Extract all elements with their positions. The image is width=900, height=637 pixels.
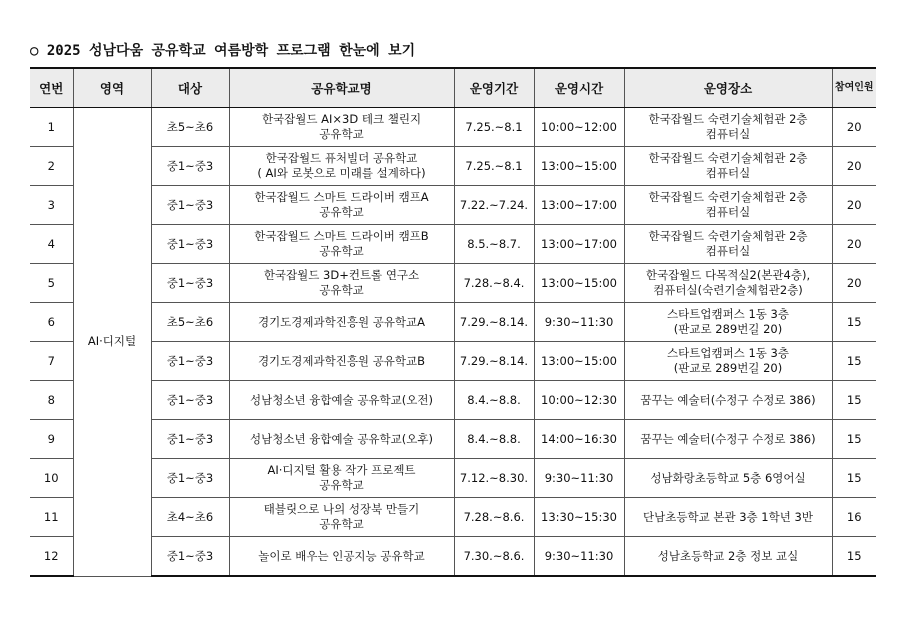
table-row bbox=[30, 264, 876, 303]
table-row bbox=[30, 108, 876, 147]
cell-period: 7.12.~8.30. bbox=[454, 459, 534, 498]
place-line: 컴퓨터실 bbox=[705, 244, 751, 258]
cell-no: 2 bbox=[30, 147, 73, 186]
cell-name bbox=[229, 186, 454, 225]
cell-time: 10:00~12:00 bbox=[534, 108, 624, 147]
cell-participants: 20 bbox=[832, 225, 876, 264]
cell-participants: 20 bbox=[832, 186, 876, 225]
cell-target: 중1~중3 bbox=[151, 225, 229, 264]
cell-place bbox=[624, 225, 832, 264]
place-line: 한국잡월드 숙련기술체험관 2층 bbox=[648, 112, 808, 126]
cell-place bbox=[624, 186, 832, 225]
cell-name bbox=[229, 108, 454, 147]
place-line: 컴퓨터실(숙련기술체험관2층) bbox=[653, 283, 803, 297]
place-line: 스타트업캠퍼스 1동 3층 bbox=[667, 307, 789, 321]
place-line: 꿈꾸는 예술터(수정구 수정로 386) bbox=[640, 431, 816, 446]
program-table bbox=[30, 67, 876, 577]
cell-name bbox=[229, 225, 454, 264]
cell-place bbox=[624, 459, 832, 498]
header-no: 연번 bbox=[30, 68, 73, 108]
place-line: 컴퓨터실 bbox=[705, 205, 751, 219]
place-line: 한국잡월드 숙련기술체험관 2층 bbox=[648, 190, 808, 204]
program-name-line: 공유학교 bbox=[319, 205, 364, 219]
program-name-line: 한국잡월드 퓨처빌더 공유학교 bbox=[265, 151, 418, 165]
program-name-line: 한국잡월드 3D+컨트롤 연구소 bbox=[263, 268, 420, 282]
cell-period: 8.4.~8.8. bbox=[454, 420, 534, 459]
program-name-line: 경기도경제과학진흥원 공유학교A bbox=[257, 314, 426, 329]
header-period: 운영기간 bbox=[454, 68, 534, 108]
cell-no: 1 bbox=[30, 108, 73, 147]
cell-period: 7.29.~8.14. bbox=[454, 303, 534, 342]
cell-participants: 15 bbox=[832, 420, 876, 459]
cell-place bbox=[624, 381, 832, 420]
program-name-line: 공유학교 bbox=[319, 244, 364, 258]
program-name-line: 공유학교 bbox=[319, 283, 364, 297]
program-name-line: 성남청소년 융합예술 공유학교(오전) bbox=[250, 392, 433, 407]
header-participants: 참여인원 bbox=[832, 68, 876, 108]
cell-target: 중1~중3 bbox=[151, 186, 229, 225]
table-row bbox=[30, 420, 876, 459]
place-line: 한국잡월드 숙련기술체험관 2층 bbox=[648, 229, 808, 243]
header-target: 대상 bbox=[151, 68, 229, 108]
table-row bbox=[30, 498, 876, 537]
cell-place bbox=[624, 303, 832, 342]
cell-period: 7.28.~8.6. bbox=[454, 498, 534, 537]
cell-time: 13:00~17:00 bbox=[534, 186, 624, 225]
cell-place bbox=[624, 498, 832, 537]
cell-name bbox=[229, 498, 454, 537]
cell-place bbox=[624, 264, 832, 303]
cell-time: 10:00~12:30 bbox=[534, 381, 624, 420]
cell-participants: 20 bbox=[832, 264, 876, 303]
cell-participants: 15 bbox=[832, 459, 876, 498]
cell-time: 13:00~15:00 bbox=[534, 147, 624, 186]
cell-time: 9:30~11:30 bbox=[534, 537, 624, 577]
table-row bbox=[30, 459, 876, 498]
cell-place bbox=[624, 147, 832, 186]
cell-time: 9:30~11:30 bbox=[534, 303, 624, 342]
cell-no: 10 bbox=[30, 459, 73, 498]
cell-participants: 15 bbox=[832, 381, 876, 420]
cell-no: 4 bbox=[30, 225, 73, 264]
cell-place bbox=[624, 108, 832, 147]
table-row bbox=[30, 303, 876, 342]
place-line: (판교로 289번길 20) bbox=[673, 361, 783, 375]
header-area: 영역 bbox=[73, 68, 151, 108]
cell-time: 13:00~15:00 bbox=[534, 264, 624, 303]
table-row bbox=[30, 186, 876, 225]
cell-time: 14:00~16:30 bbox=[534, 420, 624, 459]
cell-name bbox=[229, 147, 454, 186]
header-time: 운영시간 bbox=[534, 68, 624, 108]
cell-period: 7.28.~8.4. bbox=[454, 264, 534, 303]
table-row bbox=[30, 381, 876, 420]
cell-period: 7.30.~8.6. bbox=[454, 537, 534, 577]
place-line: 컴퓨터실 bbox=[705, 166, 751, 180]
place-line: 성남초등학교 2층 정보 교실 bbox=[657, 548, 799, 563]
cell-place bbox=[624, 342, 832, 381]
cell-no: 8 bbox=[30, 381, 73, 420]
page-title: ○ 2025 성남다움 공유학교 여름방학 프로그램 한눈에 보기 bbox=[30, 43, 416, 59]
cell-target: 중1~중3 bbox=[151, 147, 229, 186]
place-line: 스타트업캠퍼스 1동 3층 bbox=[667, 346, 789, 360]
place-line: (판교로 289번길 20) bbox=[673, 322, 783, 336]
program-name-line: ( AI와 로봇으로 미래를 설계하다) bbox=[257, 166, 426, 180]
cell-target: 초5~초6 bbox=[151, 108, 229, 147]
program-name-line: 성남청소년 융합예술 공유학교(오후) bbox=[250, 431, 433, 446]
cell-target: 초5~초6 bbox=[151, 303, 229, 342]
cell-no: 3 bbox=[30, 186, 73, 225]
cell-participants: 15 bbox=[832, 537, 876, 577]
cell-name bbox=[229, 381, 454, 420]
program-name-line: 태블릿으로 나의 성장북 만들기 bbox=[263, 502, 420, 516]
cell-period: 8.5.~8.7. bbox=[454, 225, 534, 264]
cell-name bbox=[229, 537, 454, 577]
cell-no: 7 bbox=[30, 342, 73, 381]
program-name-line: 공유학교 bbox=[319, 478, 364, 492]
cell-time: 9:30~11:30 bbox=[534, 459, 624, 498]
table-row bbox=[30, 342, 876, 381]
cell-no: 11 bbox=[30, 498, 73, 537]
cell-name bbox=[229, 420, 454, 459]
cell-time: 13:00~15:00 bbox=[534, 342, 624, 381]
program-name-line: 한국잡월드 스마트 드라이버 캠프A bbox=[254, 190, 429, 204]
cell-name bbox=[229, 264, 454, 303]
cell-participants: 15 bbox=[832, 342, 876, 381]
cell-target: 중1~중3 bbox=[151, 342, 229, 381]
cell-no: 5 bbox=[30, 264, 73, 303]
table-row bbox=[30, 537, 876, 577]
cell-target: 중1~중3 bbox=[151, 459, 229, 498]
cell-target: 중1~중3 bbox=[151, 381, 229, 420]
place-line: 성남화랑초등학교 5층 6영어실 bbox=[650, 470, 806, 485]
header-name: 공유학교명 bbox=[229, 68, 454, 108]
cell-area: AI·디지털 bbox=[73, 108, 151, 577]
cell-time: 13:30~15:30 bbox=[534, 498, 624, 537]
table-row bbox=[30, 225, 876, 264]
cell-name bbox=[229, 342, 454, 381]
place-line: 단남초등학교 본관 3층 1학년 3반 bbox=[643, 509, 813, 524]
cell-target: 중1~중3 bbox=[151, 264, 229, 303]
cell-no: 6 bbox=[30, 303, 73, 342]
cell-period: 7.22.~7.24. bbox=[454, 186, 534, 225]
cell-place bbox=[624, 537, 832, 577]
cell-no: 12 bbox=[30, 537, 73, 577]
cell-name bbox=[229, 303, 454, 342]
program-name-line: 한국잡월드 AI×3D 테크 챌린지 bbox=[261, 112, 422, 126]
table-header-row bbox=[30, 68, 876, 108]
cell-period: 7.25.~8.1 bbox=[454, 108, 534, 147]
program-name-line: AI·디지털 활용 작가 프로젝트 bbox=[267, 463, 416, 477]
cell-target: 초4~초6 bbox=[151, 498, 229, 537]
cell-target: 중1~중3 bbox=[151, 420, 229, 459]
program-name-line: 한국잡월드 스마트 드라이버 캠프B bbox=[254, 229, 429, 243]
table-row bbox=[30, 147, 876, 186]
place-line: 한국잡월드 다목적실2(본관4층), bbox=[645, 268, 811, 282]
cell-participants: 20 bbox=[832, 147, 876, 186]
cell-period: 7.25.~8.1 bbox=[454, 147, 534, 186]
cell-period: 7.29.~8.14. bbox=[454, 342, 534, 381]
cell-place bbox=[624, 420, 832, 459]
program-name-line: 공유학교 bbox=[319, 127, 364, 141]
cell-time: 13:00~17:00 bbox=[534, 225, 624, 264]
program-name-line: 경기도경제과학진흥원 공유학교B bbox=[257, 353, 426, 368]
cell-participants: 16 bbox=[832, 498, 876, 537]
place-line: 한국잡월드 숙련기술체험관 2층 bbox=[648, 151, 808, 165]
program-name-line: 놀이로 배우는 인공지능 공유학교 bbox=[258, 548, 425, 563]
place-line: 컴퓨터실 bbox=[705, 127, 751, 141]
cell-target: 중1~중3 bbox=[151, 537, 229, 577]
cell-no: 9 bbox=[30, 420, 73, 459]
cell-participants: 15 bbox=[832, 303, 876, 342]
cell-participants: 20 bbox=[832, 108, 876, 147]
header-place: 운영장소 bbox=[624, 68, 832, 108]
cell-name bbox=[229, 459, 454, 498]
cell-period: 8.4.~8.8. bbox=[454, 381, 534, 420]
place-line: 꿈꾸는 예술터(수정구 수정로 386) bbox=[640, 392, 816, 407]
program-name-line: 공유학교 bbox=[319, 517, 364, 531]
